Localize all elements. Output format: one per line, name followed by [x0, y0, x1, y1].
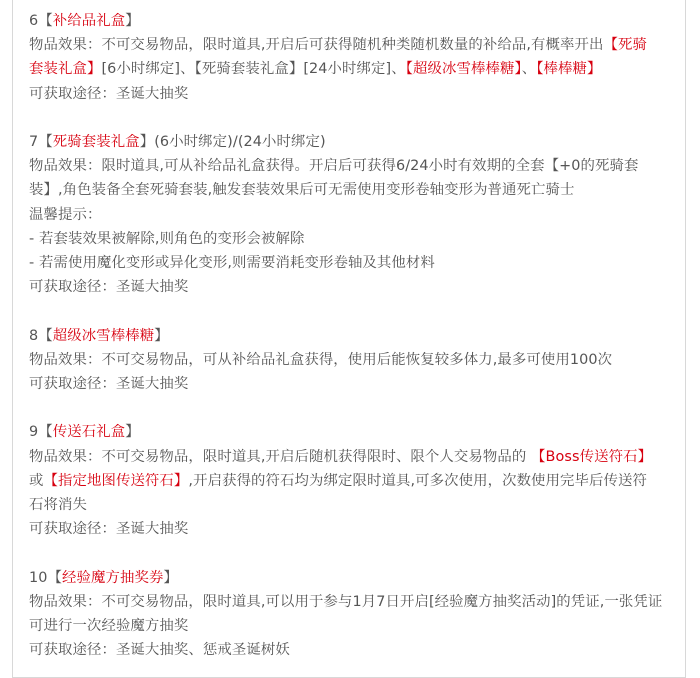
body-text: 物品效果：不可交易物品，限时道具,开启后可获得随机种类随机数量的补给品,有概率开出 — [29, 37, 604, 54]
body-text: 物品效果：不可交易物品，限时道具,可以用于参与1月7日开启[经验魔方抽奖活动]的凭证,一张凭证 — [29, 593, 663, 610]
item-text-line — [29, 154, 689, 178]
item-number: 8 — [29, 327, 39, 344]
item-text-line — [29, 82, 689, 106]
item-text-line — [29, 469, 689, 493]
highlight-text: 【超级冰雪棒棒糖】 — [405, 61, 522, 78]
item-text-line — [29, 275, 689, 299]
body-text: 装】,角色装备全套死骑套装,触发套装效果后可无需使用变形卷轴变形为普通死亡骑士 — [29, 182, 575, 199]
highlight-text: 【棒棒糖】 — [536, 61, 602, 78]
item-bracket-close: 】 — [163, 569, 178, 586]
item-text-line — [29, 614, 689, 638]
item-text-line — [29, 493, 689, 517]
item-section — [29, 324, 689, 397]
item-text-line — [29, 227, 689, 251]
highlight-text: 【指定地图传送符石】 — [43, 472, 189, 489]
body-text: 可获取途径：圣诞大抽奖、惩戒圣诞树妖 — [29, 642, 290, 659]
item-bracket-open: 【 — [38, 134, 53, 150]
item-number: 7 — [29, 134, 39, 150]
item-title — [29, 324, 689, 348]
item-name: 超级冰雪棒棒糖 — [52, 327, 155, 344]
item-bracket-close: 】 — [125, 13, 140, 29]
body-text: - 若需使用魔化变形或异化变形,则需要消耗变形卷轴及其他材料 — [29, 255, 435, 272]
item-name: 传送石礼盒 — [52, 424, 126, 441]
item-text-line — [29, 33, 689, 57]
highlight-text: 【死骑 — [603, 37, 647, 54]
item-text-line — [29, 203, 689, 227]
section-spacer — [29, 106, 689, 130]
item-text-line — [29, 251, 689, 275]
item-title-suffix: (6小时绑定)/(24小时绑定) — [154, 134, 326, 150]
section-spacer — [29, 541, 689, 565]
body-text: 物品效果：不可交易物品，限时道具,开启后随机获得限时、限个人交易物品的 — [29, 448, 532, 465]
body-text: ,开启获得的符石均为绑定限时道具,可多次使用，次数使用完毕后传送符 — [188, 472, 647, 489]
item-text-line — [29, 517, 689, 541]
item-text-line — [29, 638, 689, 662]
item-title — [29, 420, 689, 444]
item-bracket-open: 【 — [38, 327, 53, 344]
body-text: 或 — [29, 472, 44, 489]
item-bracket-close: 】 — [139, 134, 155, 150]
body-text: 可获取途径：圣诞大抽奖 — [29, 376, 189, 393]
item-section — [29, 9, 689, 106]
item-text-line — [29, 590, 689, 614]
item-title — [29, 130, 689, 154]
item-name: 经验魔方抽奖券 — [62, 569, 164, 586]
item-text-line — [29, 372, 689, 396]
item-number: 9 — [29, 424, 39, 441]
body-text: - 若套装效果被解除,则角色的变形会被解除 — [29, 230, 305, 247]
item-section — [29, 566, 689, 663]
body-text: 物品效果：不可交易物品，可从补给品礼盒获得，使用后能恢复较多体力,最多可使用100次 — [29, 351, 613, 368]
section-spacer — [29, 396, 689, 420]
article-body — [29, 0, 689, 662]
body-text: 可获取途径：圣诞大抽奖 — [29, 85, 189, 102]
item-text-line — [29, 445, 689, 469]
item-bracket-close: 】 — [125, 424, 140, 441]
item-name: 补给品礼盒 — [52, 13, 126, 29]
highlight-text: 套装礼盒】 — [29, 61, 102, 78]
body-text: 石将消失 — [29, 497, 87, 514]
item-bracket-close: 】 — [154, 327, 169, 344]
item-bracket-open: 【 — [38, 424, 53, 441]
body-text: 可获取途径：圣诞大抽奖 — [29, 279, 189, 296]
section-spacer — [29, 299, 689, 323]
item-text-line — [29, 348, 689, 372]
item-bracket-open: 【 — [38, 13, 53, 29]
item-number: 10 — [29, 569, 48, 586]
item-title — [29, 9, 689, 33]
body-text: 温馨提示： — [29, 206, 102, 223]
item-bracket-open: 【 — [47, 569, 63, 586]
body-text: 物品效果：限时道具,可从补给品礼盒获得。开启后可获得6/24小时有效期的全套【+0的死骑套 — [29, 158, 639, 175]
body-text: [6小时绑定]、【死骑套装礼盒】[24小时绑定]、 — [101, 61, 406, 78]
item-section — [29, 420, 689, 541]
item-section — [29, 130, 689, 299]
body-text: 可进行一次经验魔方抽奖 — [29, 618, 189, 635]
item-title — [29, 566, 689, 590]
item-name: 死骑套装礼盒 — [52, 134, 140, 150]
highlight-text: 【Boss传送符石】 — [531, 448, 653, 465]
item-number: 6 — [29, 13, 39, 29]
item-text-line — [29, 178, 689, 202]
body-text: 、 — [521, 61, 537, 78]
body-text: 可获取途径：圣诞大抽奖 — [29, 521, 189, 538]
item-text-line — [29, 57, 689, 81]
